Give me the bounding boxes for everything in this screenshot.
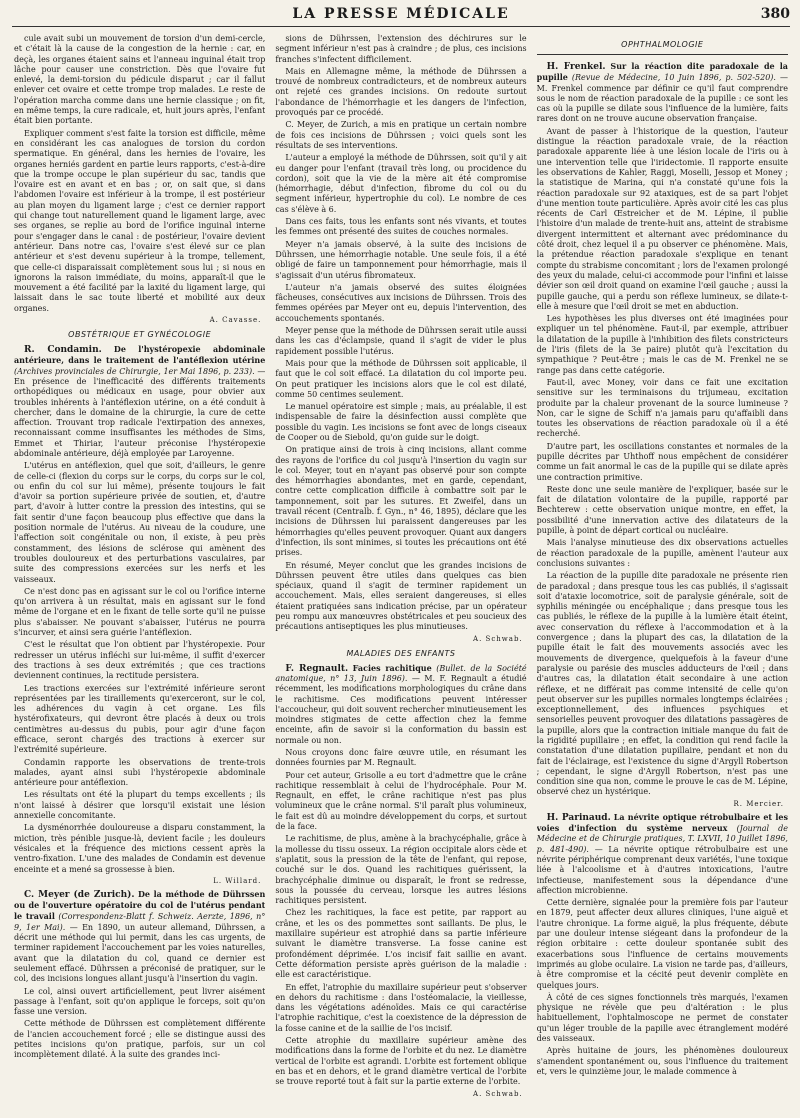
article-intro [537,812,788,896]
paragraph: Mais l'analyse minutieuse des dix observations actuelles de réaction paradoxale de la pupille, amènent l'auteur aux conclusions suivantes : [536,538,788,568]
paragraph: La réaction de la pupille dite paradoxale ne présente rien de paradoxal ; dans presque tous les cas publiés, il s'agissait soit d'ataxie locomotrice, soit de paralysie générale, soit de syphilis méningée ou encéphalique ; dans presque tous les cas publiés, le réflexe de la pupille à la lumière était éteint, avec conservation du réflexe à l'accommodation et à la convergence ; dans la plupart des cas, la dilatation de la pupille était le fait des mouvements associés avec les mouvements de divergence, quelquefois à la faveur d'une paralysie ou parésie des muscles adducteurs de l'œil ; dans d'autres cas, la dilatation était secondaire à une action réflexe, et ne différait pas comme intensité de celle qu'on peut observer sur les pupilles normales longtemps éclairées ; exceptionnellement, des influences psychiques et sensorielles peuvent provoquer des dilatations passagères de la pupille, alors que la contraction initiale manque du fait de la rigidité pupillaire ; en effet, la condition qui rend facile la constatation d'une dilatation pupillaire, pendant et non du fait de l'éclairage, est l'existence du signe d'Argyll Robertson ; cependant, le signe d'Argyll Robertson, n'est pas une condition sine qua non, comme le prouve le cas de M. Lépine, observé chez un hystérique. [536,571,788,797]
paragraph: Mais pour que la méthode de Dührssen soit applicable, il faut que le col soit effacé. La dilatation du col importe peu. On peut pratiquer les incisions alors que le col est dilaté, comme 50 centimes seulement. [275,358,527,399]
article-title: De la méthode de Dührssen ou de l'ouverture opératoire du col de l'utérus pendant le travail [14,888,266,922]
paragraph: La dysménorrhée douloureuse a disparu constamment, la miction, très pénible jusque-là, devient facile ; les douleurs vésicales et la fréquence des mictions cessent après la ventro-fixation. L'une des malades de Condamin est devenue enceinte et a mené sa grossesse à bien. [14,823,266,874]
paragraph: Cette atrophie du maxillaire supérieur amène des modifications dans la forme de l'orbite et du nez. Le diamètre vertical de l'orbite est agrandi. L'orbite est fortement oblique en bas et en dehors, et le grand diamètre vertical de l'orbite se trouve reporté tout à fait sur la partie externe de l'orbite. [275,1036,527,1087]
paragraph: Meyer pense que la méthode de Dührssen serait utile aussi dans les cas d'éclampsie, quand il s'agit de vider le plus rapidement possible l'utérus. [275,326,527,356]
author-signature: L. Willard. [213,876,262,885]
article-intro [14,344,265,459]
paragraph: Condamin rapporte les observations de trente-trois malades, ayant ainsi subi l'hystéropexie abdominale antérieure pour antéflexion. [14,757,266,788]
paragraph: On pratique ainsi de trois à cinq incisions, allant comme des rayons de l'orifice du col jusqu'à l'insertion du vagin sur le col. Meyer, tout en n'ayant pas observé pour son compte des hémorrhagies abondantes, met en garde, cependant, contre cette complication difficile à combattre soit par le tamponnement, soit par les sutures. Et Zweifel, dans un travail récent (Centralb. f. Gyn., n° 46, 1895), déclare que les incisions de Dührssen lui paraissent dangereuses par les hémorrhagies qu'elles peuvent provoquer. Quant aux dangers d'infection, ils sont minimes, si toutes les précautions ont été prises. [275,445,527,558]
article-title: La névrite optique rétrobulbaire et les voies d'infection du système nerveux [536,811,788,834]
article-citation: (Archives provinciales de Chirurgie, 1er Mai 1896, p. 233). [14,366,255,376]
paragraph: Expliquer comment s'est faite la torsion est difficile, même en considérant les cas analogues de torsion du cordon spermatique. En général, dans les hernies de l'ovaire, les organes herniés gardent en partie leurs rapports, c'est-à-dire que la trompe occupe le plan supérieur du sac, tandis que l'ovaire est en avant et en bas ; or, on sait que, si dans l'abdomen l'ovaire est inférieur à la trompe, il est postérieur au plan moyen du ligament large ; c'est ce dernier rapport qui change tout naturellement quand le ligament large, avec ses organes, se replie au bord de l'orifice inguinal interne pour s'engager dans le canal : de postérieur, l'ovaire devient antérieur. Dans notre cas, l'ovaire s'est élevé sur ce plan antérieur et s'est devenu supérieur à la trompe, tellement, que celle-ci disparaissait complètement sous lui ; si nous en ignorons la raison immédiate, du moins, apparaît-il que le mouvement a été facilité par la laxité du ligament large, qui laissait dans le sac toute liberté et mobilité aux deux organes. [14,128,266,313]
paragraph: sions de Dührssen, l'extension des déchirures sur le segment inférieur n'est pas à craindre ; de plus, ces incisions franches s'infectent difficilement. [275,34,527,64]
paragraph: L'auteur n'a jamais observé des suites éloignées fâcheuses, consécutives aux incisions de Dührssen. Trois des femmes opérées par Meyer ont eu, depuis l'intervention, des accouchements spontanés. [275,282,527,323]
running-head [12,6,790,27]
author-signature: R. Mercier. [733,799,784,808]
article-citation: (Bullet. de la Société anatomique, n° 13, Juin 1896). [275,663,527,683]
paragraph: Le rachitisme, de plus, amène à la brachycéphalie, grâce à la mollesse du tissu osseux. La région occipitale alors cède et s'aplatit, sous la pression de la tête de l'enfant, qui repose, couché sur le dos. Quand les rachitiques guérissent, la brachycéphalie diminue ou disparaît, le front se redresse, sous la poussée du cerveau, lorsque les autres lésions rachitiques persistent. [275,834,527,906]
paragraph: L'utérus en antéflexion, quel que soit, d'ailleurs, le genre de celle-ci (flexion du corps sur le corps, du corps sur le col, ou enfin du col sur lui même), présente toujours le fait d'avoir sa portion supérieure privée de soutien, et, d'autre part, d'avoir à lutter contre la pression des intestins, qui se fait sentir d'une façon beaucoup plus effective que dans la position normale de l'utérus. Au niveau de la coudure, une l'affection soit congénitale ou non, il existe, à peu près constamment, des lésions de sclérose qui amènent des troubles douloureux et des perturbations vasculaires, par suite des compressions exercées sur les nerfs et les vaisseaux. [14,461,266,584]
article-title: Facies rachitique [352,662,432,673]
article-text: — M. Frenkel commence par définir ce qu'il faut comprendre sous le nom de réaction paradoxale de la pupille : ce sont les cas où la pupille se dilate sous l'influence de la lumière, faits rares dont on ne trouve aucune observation française. [536,73,788,124]
paragraph: L'auteur a employé la méthode de Dührssen, soit qu'il y ait eu danger pour l'enfant (travail très long, ou procidence du cordon), soit que la vie de la mère ait été compromise (hémorrhagie, début d'infection, fibrome du col ou du segment inférieur, hypertrophie du col). Le nombre de ces cas s'élève à 6. [275,153,527,214]
page-number: 380 [760,6,790,22]
journal-title: LA PRESSE MÉDICALE [292,6,510,22]
paragraph: Les résultats ont été la plupart du temps excellents ; ils n'ont laissé à désirer que lorsqu'il existait une lésion annexielle concomitante. [14,790,266,821]
paragraph: Après huitaine de jours, les phénomènes douloureux s'amendent spontanément ou, sous l'influence du traitement et, vers le quinzième jour, le malade commence à [536,1046,788,1076]
section-heading: MALADIES DES ENFANTS [346,648,456,658]
section-heading: OPHTHALMOLOGIE [621,40,704,49]
article-intro [14,889,265,985]
text-columns [14,34,788,1110]
article-author: R. Condamin. [24,345,102,356]
paragraph: cule avait subi un mouvement de torsion d'un demi-cercle, et c'était là la cause de la congestion de la hernie : car, en deçà, les organes étaient sains et l'anneau inguinal était trop lâche pour causer une constriction. Dès que l'ovaire fut enlevé, la demi-torsion du pédicule disparut ; car il fallut enlever cet ovaire et cette trompe trop malades. Le reste de l'opération marcha comme dans une hernie classique ; on fit, en même temps, la cure radicale, et, huit jours après, l'enfant était bien portante. [14,34,266,126]
article-citation: (Revue de Médecine, 10 Juin 1896, p. 502-520). [571,73,776,83]
column-2 [275,34,526,1110]
author-signature: A. Schwab. [473,1089,523,1098]
paragraph: Cette méthode de Dührssen est complètement différente de l'ancien accouchement forcé ; elle se distingue aussi des petites incisions qu'on pratique, parfois, sur un col incomplètement dilaté. À la suite des grandes inci- [14,1019,266,1060]
paragraph: C. Meyer, de Zurich, a mis en pratique un certain nombre de fois ces incisions de Dührssen ; voici quels sont les résultats de ses interventions. [275,120,527,150]
paragraph: Reste donc une seule manière de l'expliquer, basée sur le fait de dilatation volontaire de la pupille, rapporté par Bechterew : cette observation unique montre, en effet, la possibilité d'une innervation active des dilatateurs de la pupille, à point de départ cortical ou nucléaire. [536,484,788,536]
article-title: De l'hystéropexie abdominale antérieure, dans le traitement de l'antéflexion utérine [14,344,266,366]
paragraph: Avant de passer à l'historique de la question, l'auteur distingue la réaction paradoxale vraie, de la réaction paradoxale apparente liée à une lésion locale de l'iris ou à une intervention telle que l'iridectomie. Il rapporte ensuite les observations de Kahler, Raggi, Moselli, Jessop et Money ; la statistique de Marina, qui n'a constaté qu'une fois la réaction paradoxale sur 92 ataxiques, est de sa part l'objet d'une mention toute particulière. Après avoir cité les cas plus récents de Carl Œstreicher et de M. Lépine, il publie l'histoire d'un malade de trente-huit ans, atteint de strabisme divergent intermittent et alternant avec prédominance du côté droit, chez lequel il a pu observer ce phénomène. Mais, la prétendue réaction paradoxale s'explique en tenant compte du strabisme concomitant ; lors de l'examen prolongé des yeux du malade, celui-ci accommode pour l'infini et laisse dévier son œil droit quand on examine l'œil gauche ; aussi la pupille gauche, qui a perdu son réflexe lumineux, se dilate-t-elle à mesure que l'œil droit se met en abduction. [536,126,788,311]
article-intro [275,663,526,746]
paragraph: Dans ces faits, tous les enfants sont nés vivants, et toutes les femmes ont présenté des suites de couches normales. [275,217,527,237]
article-author: H. Frenkel. [546,62,606,72]
paragraph: Les hypothèses les plus diverses ont été imaginées pour expliquer un tel phénomène. Faut-il, par exemple, attribuer la dilatation de la pupille à l'inhibition des filets constricteurs de l'iris (filets de la 3e paire) plutôt qu'à l'excitation du sympathique ? Peut-être ; mais le cas de M. Frenkel ne se range pas dans cette catégorie. [536,314,788,375]
paragraph: Mais en Allemagne même, la méthode de Dührssen a trouvé de nombreux contradicteurs, et de nombreux auteurs ont rejeté ces grandes incisions. On redoute surtout l'abondance de l'hémorrhagie et les dangers de l'infection, provoqués par ce procédé. [275,66,527,118]
paragraph: En résumé, Meyer conclut que les grandes incisions de Dührssen peuvent être utiles dans quelques cas bien spéciaux, quand il s'agit de terminer rapidement un accouchement. Mais, elles seraient dangereuses, si elles étaient pratiquées sans indication précise, par un opérateur peu rompu aux manœuvres obstétricales et peu soucieux des précautions antiseptiques les plus minutieuses. [275,560,527,632]
author-signature: A. Schwab. [473,634,523,643]
paragraph: Les tractions exercées sur l'extrémité inférieure seront représentées par les tiraillements qu'exerceront, sur le col, les adhérences du vagin à cet organe. Les fils hystérofixateurs, qui devront être placés à deux ou trois centimètres au-dessus du pubis, pour agir d'une façon efficace, seront chargés des tractions à exercer sur l'extrémité supérieure. [14,683,266,755]
section-heading: OBSTÉTRIQUE ET GYNÉCOLOGIE [68,330,212,340]
paragraph: Faut-il, avec Money, voir dans ce fait une excitation sensitive sur les terminaisons du trijumeau, excitation produite par la chaleur provenant de la source lumineuse ? Non, car le signe de Schiff n'a jamais paru qu'affaibli dans toutes les observations de réaction paradoxale où il a été recherché. [536,377,788,439]
paragraph: Pour cet auteur, Grisolle a eu tort d'admettre que le crâne rachitique ressemblait à celui de l'hydrocéphale. Pour M. Regnault, en effet, le crâne rachitique n'est pas plus volumineux que le crâne normal. S'il paraît plus volumineux, le fait est dû au moindre développement du corps, et surtout de la face. [275,770,527,832]
article-citation: (Journal de Médecine et de Chirurgie pratiques, T. LXVII, 10 Juillet 1896, p. 481-490). [536,824,788,854]
article-intro [537,61,788,125]
article-author: H. Parinaud. [546,812,611,823]
divider [537,54,788,55]
article-author: F. Regnault. [285,663,349,674]
paragraph: Nous croyons donc faire œuvre utile, en résumant les données fournies par M. Regnault. [275,748,527,768]
article-text: — M. F. Regnault a étudié récemment, les modifications morphologiques du crâne dans le rachitisme. Ces modifications peuvent intéresser l'accoucheur, qui doit souvent rechercher minutieusement les moindres stigmates de cette affection chez la femme enceinte, afin de savoir si la conformation du bassin est normale ou non. [275,673,527,745]
article-text: — La névrite optique rétrobulbaire est une névrite périphérique comprenant deux variétés, l'une toxique liée à l'alcoolisme et à d'autres intoxications, l'autre infectieuse, manifestement sous la dépendance d'une affection microbienne. [536,844,788,895]
column-1 [14,34,265,1110]
paragraph: Le manuel opératoire est simple ; mais, au préalable, il est indispensable de faire la désinfection aussi complète que possible du vagin. Les incisions se font avec de longs ciseaux de Cooper ou de Siebold, qu'on guide sur le doigt. [275,402,527,442]
author-signature: A. Cavasse. [209,316,262,325]
paragraph: Meyer n'a jamais observé, à la suite des incisions de Dührssen, une hémorrhagie notable. Une seule fois, il a été obligé de faire un tamponnement pour hémorrhagie, mais il s'agissait d'un utérus fibromateux. [275,239,527,280]
paragraph: En effet, l'atrophie du maxillaire supérieur peut s'observer en dehors du rachitisme : dans l'ostéomalacie, la vieillesse, dans les végétations adénoïdes. Mais ce qui caractérise l'atrophie rachitique, c'est la coexistence de la dépression de la fosse canine et de la saillie de l'os incisif. [275,982,527,1033]
paragraph: Cette dernière, signalée pour la première fois par l'auteur en 1879, peut affecter deux allures cliniques, l'une aiguë et l'autre chronique. La forme aiguë, la plus fréquente, débute par une douleur intense siégeant dans la profondeur de la région orbitaire : cette douleur spontanée subit des exacerbations sous l'influence de certains mouvements imprimés au globe oculaire. La vision ne tarde pas, d'ailleurs, à être compromise et la cécité peut devenir complète en quelques jours. [536,898,788,990]
paragraph: À côté de ces signes fonctionnels très marqués, l'examen physique ne révèle que peu d'altération : le plus habituellement, l'ophtalmoscope ne permet de constater qu'un léger trouble de la papille avec étranglement modéré des vaisseaux. [536,992,788,1044]
article-text: — En 1890, un auteur allemand, Dührssen, a décrit une méthode qui lui permit, dans les cas urgents, de terminer rapidement l'accouchement par les voies naturelles, avant que la dilatation du col, quand ce dernier est seulement effacé. Dührssen a préconisé de pratiquer, sur le col, des incisions longues allant jusqu'à l'insertion du vagin. [14,922,266,984]
paragraph: C'est le résultat que l'on obtient par l'hystéropexie. Pour redresser un utérus infléchi sur lui-même, il suffit d'exercer des tractions à ses deux extrémités ; que ces tractions deviennent continues, la rectitude persistera. [14,640,266,681]
paragraph: D'autre part, les oscillations constantes et normales de la pupille décrites par Uhthoff nous empêchent de considérer comme un fait anormal le cas de la pupille qui se dilate après une contraction primitive. [536,441,788,482]
article-citation: (Correspondenz-Blatt f. Schweiz. Aerzte, 1896, n° 9, 1er Mai). [14,912,266,932]
article-author: C. Meyer (de Zurich). [24,889,135,900]
paragraph: Ce n'est donc pas en agissant sur le col ou l'orifice interne qu'on arrivera à un résultat, mais en agissant sur le fond même de l'organe et en le fixant de telle sorte qu'il ne puisse plus s'abaisser. Ne pouvant s'abaisser, l'utérus ne pourra s'incurver, et ainsi sera guérie l'antéflexion. [14,586,266,638]
column-3 [537,34,788,1110]
article-title: Sur la réaction dite paradoxale de la pupille [536,61,788,83]
article-text: — En présence de l'inefficacité des différents traitements orthopédiques ou médicaux en usage, pour obvier aux troubles inhérents à l'antéflexion utérine, on a été conduit à chercher, dans le domaine de la chirurgie, la cure de cette affection. Trouvant trop radicale l'extirpation des annexes, reconnaissant comme insuffisantes les méthodes de Sims, Emmet et Thiriar, l'auteur préconise l'hystéropexie abdominale antérieure, déjà employée par Laroyenne. [14,366,266,458]
paragraph: Chez les rachitiques, la face est petite, par rapport au crâne, et les os des pommettes sont saillants. De plus, le maxillaire supérieur est atrophié dans sa partie inférieure suivant le diamètre transverse. La fosse canine est profondément déprimée. L'os incisif fait saillie en avant. Cette déformation persiste après guérison de la maladie : elle est caractéristique. [275,908,527,980]
paragraph: Le col, ainsi ouvert artificiellement, peut livrer aisément passage à l'enfant, soit qu'on applique le forceps, soit qu'on fasse une version. [14,986,266,1017]
